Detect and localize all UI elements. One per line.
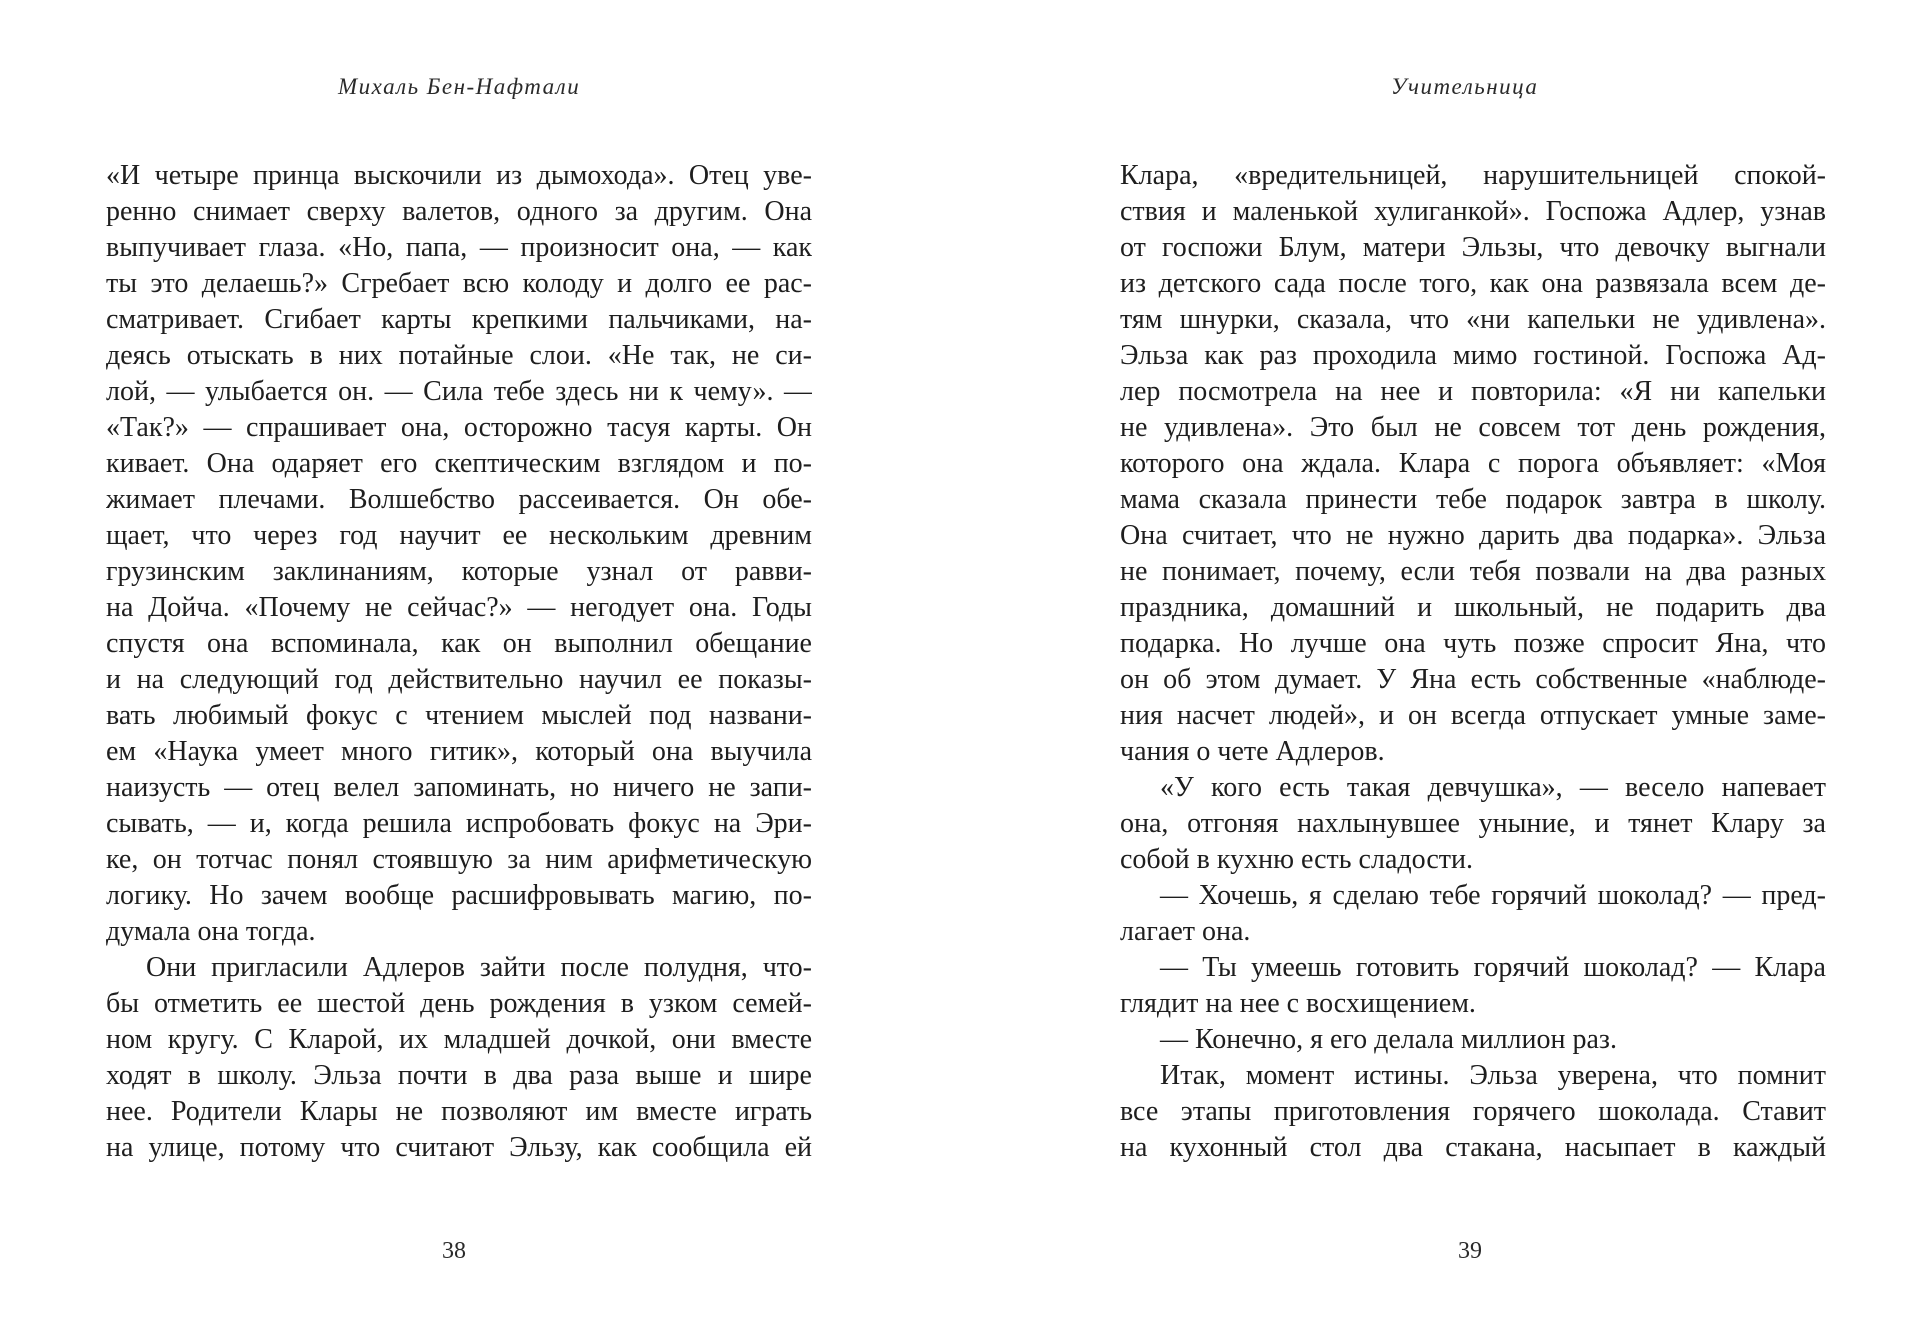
text-line: он об этом думает. У Яна есть собственные «наблюде- (1120, 664, 1826, 695)
page-number-right: 39 (1458, 1238, 1482, 1264)
text-line: ном кругу. С Кларой, их младшей дочкой, они вместе (106, 1024, 812, 1055)
text-line: ния насчет людей», и он всегда отпускает умные заме- (1120, 700, 1826, 731)
text-line: щает, что через год научит ее нескольким древним (106, 520, 812, 551)
body-text-left (106, 158, 812, 1166)
text-line: Они пригласили Адлеров зайти после полудня, что- (146, 952, 812, 983)
text-line: Она считает, что не нужно дарить два подарка». Эльза (1120, 520, 1826, 551)
text-line: не удивлена». Это был не совсем тот день рождения, (1120, 412, 1826, 443)
text-line: глядит на нее с восхищением. (1120, 988, 1476, 1019)
text-line: ходят в школу. Эльза почти в два раза выше и шире (106, 1060, 812, 1091)
text-line: ствия и маленькой хулиганкой». Госпожа Адлер, узнав (1120, 196, 1826, 227)
text-line: ке, он тотчас понял стоявшую за ним арифметическую (106, 844, 812, 875)
text-line: собой в кухню есть сладости. (1120, 844, 1473, 875)
text-line: деясь отыскать в них потайные слои. «Не так, не си- (106, 340, 812, 371)
text-line: думала она тогда. (106, 916, 316, 947)
right-page (955, 0, 1910, 1336)
text-line: и на следующий год действительно научил ее показы- (106, 664, 812, 695)
text-line: «У кого есть такая девчушка», — весело напевает (1160, 772, 1826, 803)
text-line: логику. Но зачем вообще расшифровывать магию, по- (106, 880, 812, 911)
text-line: сматривает. Сгибает карты крепкими пальчиками, на- (106, 304, 812, 335)
text-line: выпучивает глаза. «Но, папа, — произносит она, — как (106, 232, 812, 263)
text-line: нее. Родители Клары не позволяют им вместе играть (106, 1096, 812, 1127)
text-line: на Дойча. «Почему не сейчас?» — негодует она. Годы (106, 592, 812, 623)
text-line: лер посмотрела на нее и повторила: «Я ни капельки (1120, 376, 1826, 407)
text-line: мама сказала принести тебе подарок завтра в школу. (1120, 484, 1826, 515)
text-line: все этапы приготовления горячего шоколада. Ставит (1120, 1096, 1826, 1127)
text-line: «И четыре принца выскочили из дымохода». Отец уве- (106, 160, 812, 191)
text-line: на кухонный стол два стакана, насыпает в каждый (1120, 1132, 1826, 1163)
body-text-right (1120, 158, 1826, 1166)
text-line: лой, — улыбается он. — Сила тебе здесь ни к чему». — (106, 376, 812, 407)
text-line: ренно снимает сверху валетов, одного за другим. Она (106, 196, 812, 227)
text-line: «Так?» — спрашивает она, осторожно тасуя карты. Он (106, 412, 812, 443)
text-line: от госпожи Блум, матери Эльзы, что девочку выгнали (1120, 232, 1826, 263)
text-line: наизусть — отец велел запоминать, но ничего не запи- (106, 772, 812, 803)
text-line: праздника, домашний и школьный, не подарить два (1120, 592, 1826, 623)
text-line: на улице, потому что считают Эльзу, как сообщила ей (106, 1132, 812, 1163)
text-line: чания о чете Адлеров. (1120, 736, 1385, 767)
text-line: ты это делаешь?» Сгребает всю колоду и долго ее рас- (106, 268, 812, 299)
text-line: тям шнурки, сказала, что «ни капельки не удивлена». (1120, 304, 1826, 335)
text-line: ем «Наука умеет много гитик», который она выучила (106, 736, 812, 767)
text-line: вать любимый фокус с чтением мыслей под названи- (106, 700, 812, 731)
text-line: Итак, момент истины. Эльза уверена, что помнит (1160, 1060, 1826, 1091)
running-head-title: Учительница (1391, 74, 1539, 99)
text-line: — Хочешь, я сделаю тебе горячий шоколад? — пред- (1160, 880, 1826, 911)
text-line: она, отгоняя нахлынувшее уныние, и тянет Клару за (1120, 808, 1826, 839)
page-number-left: 38 (442, 1238, 466, 1264)
text-line: бы отметить ее шестой день рождения в узком семей- (106, 988, 812, 1019)
text-line: грузинским заклинаниям, которые узнал от равви- (106, 556, 812, 587)
text-line: Эльза как раз проходила мимо гостиной. Госпожа Ад- (1120, 340, 1826, 371)
text-line: — Ты умеешь готовить горячий шоколад? — Клара (1160, 952, 1826, 983)
text-line: — Конечно, я его делала миллион раз. (1160, 1024, 1617, 1055)
text-line: подарка. Но лучше она чуть позже спросит Яна, что (1120, 628, 1826, 659)
text-line: спустя она вспоминала, как он выполнил обещание (106, 628, 812, 659)
text-line: жимает плечами. Волшебство рассеивается. Он обе- (106, 484, 812, 515)
text-line: лагает она. (1120, 916, 1251, 947)
text-line: из детского сада после того, как она развязала всем де- (1120, 268, 1826, 299)
text-line: которого она ждала. Клара с порога объявляет: «Моя (1120, 448, 1826, 479)
running-head-author: Михаль Бен-Нафтали (338, 74, 581, 99)
text-line: не понимает, почему, если тебя позвали на два разных (1120, 556, 1826, 587)
text-line: Клара, «вредительницей, нарушительницей спокой- (1120, 160, 1826, 191)
text-line: кивает. Она одаряет его скептическим взглядом и по- (106, 448, 812, 479)
text-line: сывать, — и, когда решила испробовать фокус на Эри- (106, 808, 812, 839)
